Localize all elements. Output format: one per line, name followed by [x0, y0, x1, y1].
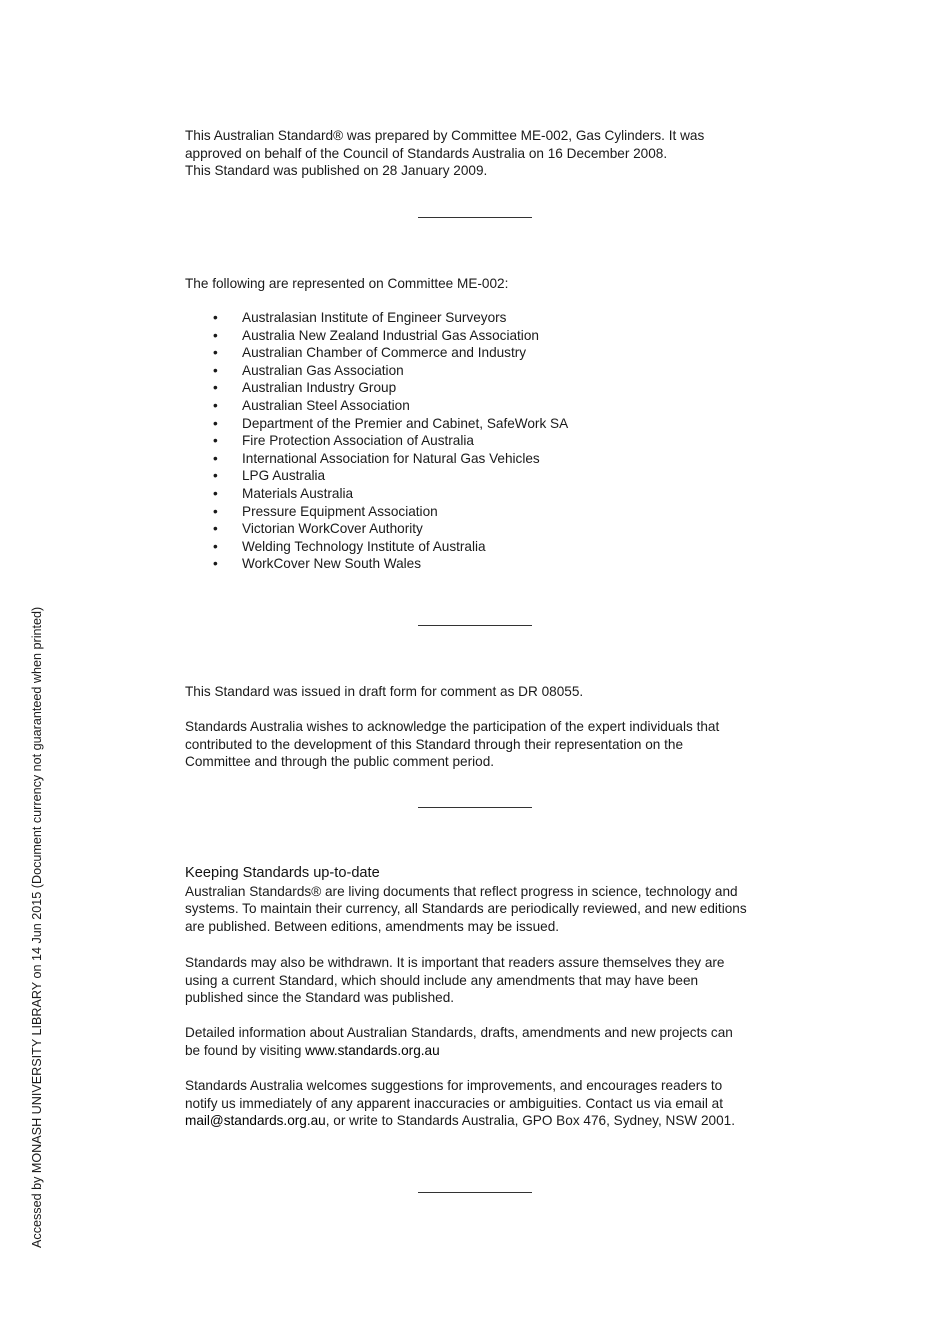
member-name: Welding Technology Institute of Australia	[242, 538, 486, 554]
section-divider	[418, 217, 532, 218]
member-list-item	[185, 432, 775, 450]
bullet-icon: •	[213, 556, 218, 572]
bullet-icon: •	[213, 345, 218, 361]
bullet-icon: •	[213, 503, 218, 519]
withdrawn-paragraph	[185, 954, 775, 1007]
section-divider	[418, 1192, 532, 1193]
section-divider	[418, 807, 532, 808]
member-list-item	[185, 520, 775, 538]
member-list-item	[185, 485, 775, 503]
member-list-item	[185, 538, 775, 556]
website-link[interactable]: www.standards.org.au	[305, 1042, 440, 1058]
info-line: Detailed information about Australian Standards, drafts, amendments and new projects can	[185, 1025, 733, 1040]
member-name: Materials Australia	[242, 485, 354, 501]
info-line	[185, 1042, 775, 1060]
member-name: LPG Australia	[242, 468, 326, 484]
bullet-icon: •	[213, 521, 218, 537]
member-name: Fire Protection Association of Australia	[242, 433, 474, 449]
bullet-icon: •	[213, 538, 218, 554]
bullet-icon: •	[213, 415, 218, 431]
contact-line: notify us immediately of any apparent inaccuracies or ambiguities. Contact us via email at	[185, 1095, 723, 1111]
member-name: Victorian WorkCover Authority	[242, 521, 423, 537]
uptodate-line: systems. To maintain their currency, all Standards are periodically reviewed, and new editions	[185, 901, 747, 917]
member-list-item	[185, 503, 775, 521]
member-list-item	[185, 467, 775, 485]
member-list-item	[185, 362, 775, 380]
acknowledgement-line: contributed to the development of this Standard through their representation on the	[185, 736, 684, 752]
bullet-icon: •	[213, 485, 218, 501]
contact-line	[185, 1112, 775, 1130]
bullet-icon: •	[213, 468, 218, 484]
bullet-icon: •	[213, 380, 218, 396]
access-note: Accessed by MONASH UNIVERSITY LIBRARY on 14 Jun 2015 (Document currency not guaranteed when printed)	[30, 606, 44, 1248]
member-list-item	[185, 450, 775, 468]
withdrawn-line: published since the Standard was published.	[185, 990, 455, 1006]
email-link[interactable]: mail@standards.org.au	[185, 1113, 326, 1129]
member-list-item	[185, 379, 775, 397]
uptodate-line: are published. Between editions, amendments may be issued.	[185, 918, 560, 934]
member-name: WorkCover New South Wales	[242, 556, 422, 572]
committee-members	[185, 309, 775, 573]
uptodate-line: Australian Standards® are living documents that reflect progress in science, technology and	[185, 883, 738, 899]
info-paragraph	[185, 1024, 775, 1059]
withdrawn-line: using a current Standard, which should include any amendments that may have been	[185, 972, 699, 988]
uptodate-section	[185, 865, 775, 935]
withdrawn-line: Standards may also be withdrawn. It is important that readers assure themselves they are	[185, 955, 725, 970]
approval-paragraph	[185, 127, 775, 180]
member-name: Australia New Zealand Industrial Gas Association	[242, 327, 539, 343]
acknowledgement-line: Standards Australia wishes to acknowledge the participation of the expert individuals that	[185, 719, 720, 734]
bullet-icon: •	[213, 327, 218, 343]
member-name: Pressure Equipment Association	[242, 503, 438, 519]
draft-issued-text: This Standard was issued in draft form for comment as DR 08055.	[185, 684, 584, 699]
draft-paragraph	[185, 683, 775, 701]
section-divider	[418, 625, 532, 626]
member-name: Australian Industry Group	[242, 380, 397, 396]
member-name: Australian Chamber of Commerce and Industry	[242, 345, 527, 361]
bullet-icon: •	[213, 362, 218, 378]
member-name: Department of the Premier and Cabinet, SafeWork SA	[242, 415, 569, 431]
committee-intro	[185, 275, 775, 293]
member-list	[185, 309, 775, 573]
member-list-item	[185, 415, 775, 433]
approval-line: approved on behalf of the Council of Standards Australia on 16 December 2008.	[185, 145, 668, 161]
contact-line: Standards Australia welcomes suggestions for improvements, and encourages readers to	[185, 1078, 723, 1093]
acknowledgement-line: Committee and through the public comment period.	[185, 754, 495, 770]
member-name: Australasian Institute of Engineer Surveyors	[242, 310, 507, 325]
member-list-item	[185, 397, 775, 415]
approval-line: This Australian Standard® was prepared by Committee ME-002, Gas Cylinders. It was	[185, 128, 705, 143]
member-name: Australian Gas Association	[242, 362, 404, 378]
member-list-item	[185, 344, 775, 362]
contact-line-suffix: , or write to Standards Australia, GPO Box 476, Sydney, NSW 2001.	[325, 1113, 736, 1129]
member-list-item	[185, 327, 775, 345]
approval-line: This Standard was published on 28 January 2009.	[185, 163, 488, 179]
contact-paragraph	[185, 1077, 775, 1130]
member-name: Australian Steel Association	[242, 397, 410, 413]
section-heading: Keeping Standards up-to-date	[185, 865, 380, 881]
bullet-icon: •	[213, 450, 218, 466]
member-list-item	[185, 309, 775, 327]
bullet-icon: •	[213, 310, 218, 325]
acknowledgement-paragraph	[185, 718, 775, 771]
bullet-icon: •	[213, 397, 218, 413]
bullet-icon: •	[213, 433, 218, 449]
member-name: International Association for Natural Gas Vehicles	[242, 450, 540, 466]
info-line-prefix: be found by visiting	[185, 1042, 306, 1058]
committee-intro-text: The following are represented on Committee ME-002:	[185, 276, 509, 291]
member-list-item	[185, 555, 775, 573]
